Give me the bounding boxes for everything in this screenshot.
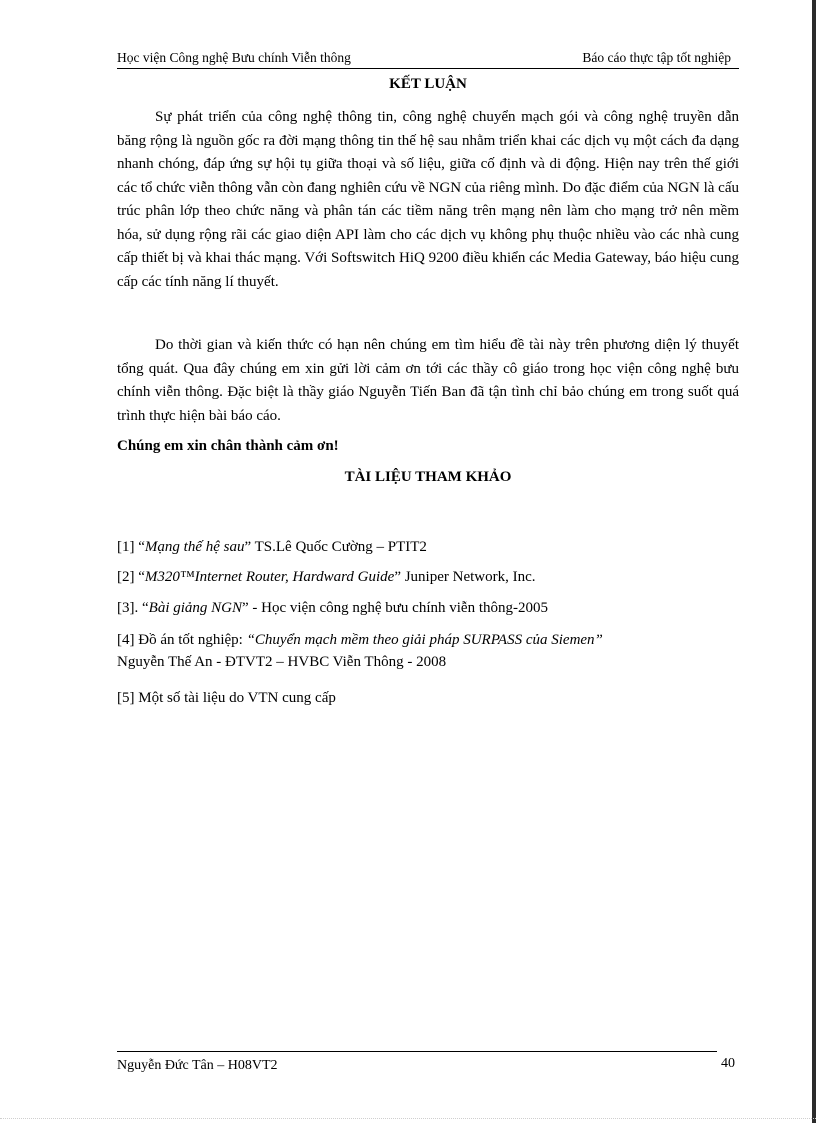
header-institution: Học viện Công nghệ Bưu chính Viễn thông — [117, 50, 351, 65]
footer-divider — [117, 1051, 717, 1052]
conclusion-title: KẾT LUẬN — [389, 76, 467, 92]
conclusion-paragraph-1: Sự phát triển của công nghệ thông tin, công nghệ chuyển mạch gói và công nghệ truyền dẫn băng rộng là nguồn gốc ra đời mạng thông tin thế hệ sau nhằm triển khai các dịch vụ một cách đa dạng nhanh chóng, đáp ứng sự hội tụ giữa thoại và số liệu, giữa cố định và di động. Hiện nay trên thế giới các tổ chức viễn thông vẫn còn đang nghiên cứu về NGN của riêng mình. Do đặc điểm của NGN là cấu trúc phân lớp theo chức năng và phân tán các tiềm năng trên mạng nên làm cho mạng trở nên mềm hóa, sử dụng rộng rãi các giao diện API làm cho các dịch vụ không phụ thuộc nhiều vào các nhà cung cấp thiết bị và khai thác mạng. Với Softswitch HiQ 9200 điều khiển các Media Gateway, báo hiệu cung cấp các tính năng lí thuyết. — [117, 109, 739, 290]
reference-item: [3]. “Bài giảng NGN” - Học viện công nghệ bưu chính viễn thông-2005 — [117, 600, 548, 616]
reference-item: [2] “M320™Internet Router, Hardward Guide” Juniper Network, Inc. — [117, 569, 536, 585]
page-edge — [0, 1118, 816, 1124]
header-report-title: Báo cáo thực tập tốt nghiệp — [582, 50, 731, 65]
reference-item: [5] Một số tài liệu do VTN cung cấp — [117, 690, 336, 706]
closing-thanks: Chúng em xin chân thành cảm ơn! — [117, 438, 339, 454]
conclusion-paragraph-2: Do thời gian và kiến thức có hạn nên chúng em tìm hiểu đề tài này trên phương diện lý thuyết tổng quát. Qua đây chúng em xin gửi lời cảm ơn tới các thầy cô giáo trong học viện công nghệ bưu chính viễn thông. Đặc biệt là thầy giáo Nguyễn Tiến Ban đã tận tình chỉ bảo chúng em trong suốt quá trình thực hiện bài báo cáo. — [117, 337, 739, 424]
footer-author: Nguyễn Đức Tân – H08VT2 — [117, 1058, 278, 1073]
page-number: 40 — [721, 1056, 735, 1071]
page-header — [117, 50, 739, 69]
references-title: TÀI LIỆU THAM KHẢO — [344, 469, 512, 485]
reference-item: [4] Đồ án tốt nghiệp: “Chuyển mạch mềm theo giải pháp SURPASS của Siemen” Nguyễn Thế An - ĐTVT2 – HVBC Viễn Thông - 2008 — [117, 632, 603, 670]
reference-item: [1] “Mạng thế hệ sau” TS.Lê Quốc Cường – PTIT2 — [117, 539, 427, 555]
